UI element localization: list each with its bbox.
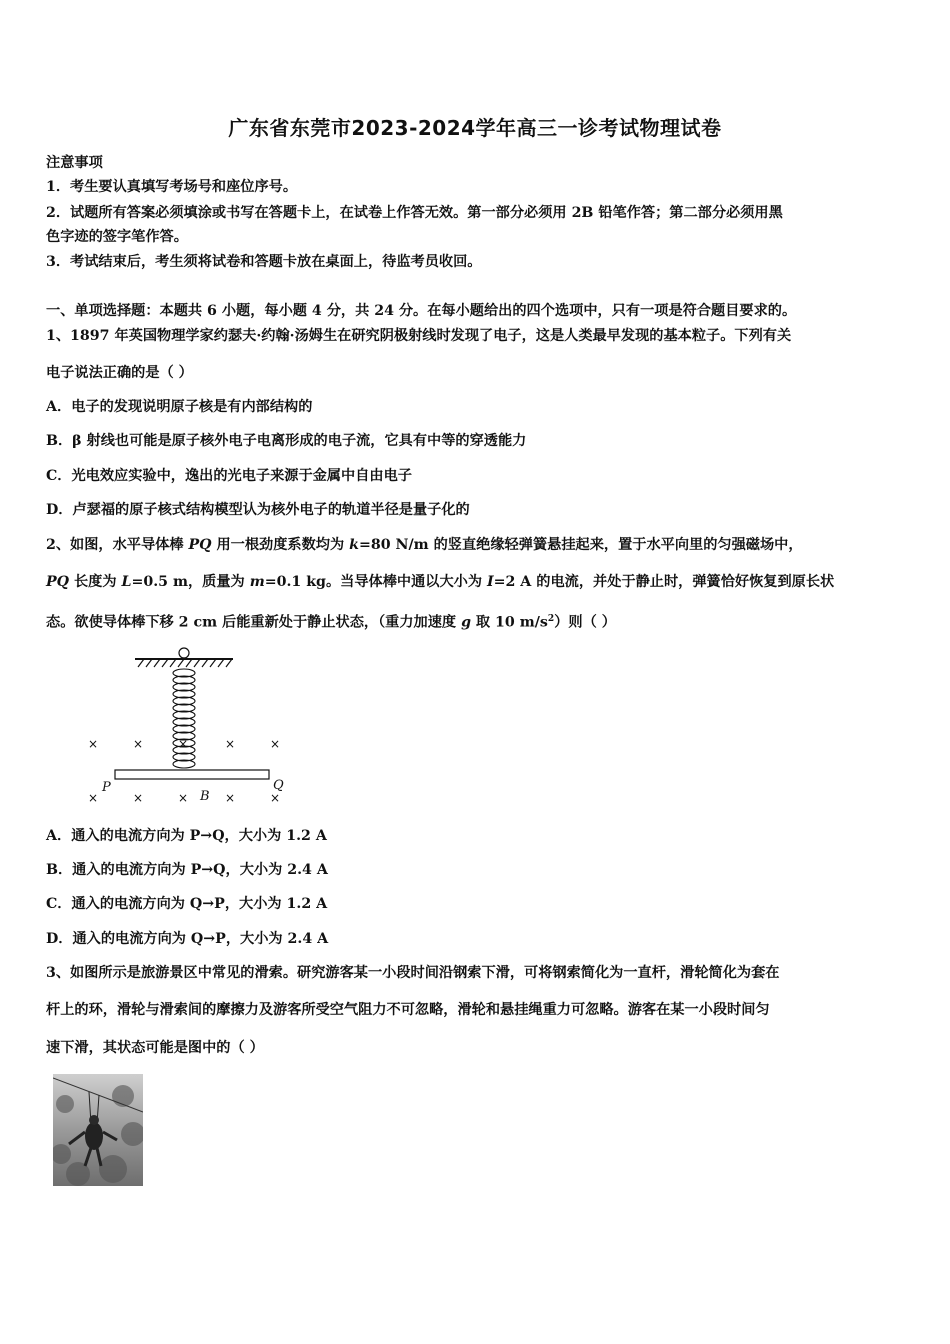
label-b: B — [200, 789, 210, 804]
page-title: 广东省东莞市2023-2024学年高三一诊考试物理试卷 — [228, 116, 722, 140]
q1-option-d: D．卢瑟福的原子核式结构模型认为核外电子的轨道半径是量子化的 — [46, 502, 470, 518]
q3-stem-line-1: 3、如图所示是旅游景区中常见的滑索。研究游客某一小段时间沿钢索下滑，可将钢索简化为一直杆，滑轮简化为套在 — [46, 965, 780, 981]
conductor-rod — [115, 770, 269, 779]
svg-text:×: × — [225, 791, 236, 805]
svg-text:×: × — [270, 791, 281, 805]
q1-stem-line-1: 1、1897 年英国物理学家约瑟夫·约翰·汤姆生在研究阴极射线时发现了电子，这是人类最早发现的基本粒子。下列有关 — [46, 328, 792, 344]
section-heading: 一、单项选择题：本题共 6 小题，每小题 4 分，共 24 分。在每小题给出的四个选项中，只有一项是符合题目要求的。 — [46, 303, 797, 319]
q1-option-b: B．β 射线也可能是原子核外电子电离形成的电子流，它具有中等的穿透能力 — [46, 433, 527, 449]
q2-stem-line-3: 态。欲使导体棒下移 2 cm 后能重新处于静止状态，（重力加速度 g 取 10 $m/s^2$）则（ ） — [46, 614, 616, 631]
label-q: Q — [273, 778, 284, 793]
spring-coil — [173, 669, 195, 768]
hook-icon — [179, 648, 189, 658]
notice-heading: 注意事项 — [46, 155, 103, 171]
notice-item-2-cont: 色字迹的签字笔作答。 — [46, 229, 188, 245]
ceiling-hatching — [138, 659, 232, 667]
svg-text:×: × — [133, 737, 144, 751]
label-p: P — [102, 780, 111, 795]
svg-text:×: × — [133, 791, 144, 805]
q2-option-a: A．通入的电流方向为 P→Q，大小为 1.2 A — [46, 828, 327, 844]
notice-item-2: 2．试题所有答案必须填涂或书写在答题卡上，在试卷上作答无效。第一部分必须用 2B 铅笔作答；第二部分必须用黑 — [46, 205, 783, 221]
notice-item-3: 3．考试结束后，考生须将试卷和答题卡放在桌面上，待监考员收回。 — [46, 254, 482, 270]
svg-text:×: × — [178, 737, 189, 751]
spring-magnetic-field-diagram — [80, 643, 300, 813]
q2-stem-line-1: 2、如图，水平导体棒 PQ 用一根劲度系数均为 k=80 N/m 的竖直绝缘轻弹簧悬挂起来，置于水平向里的匀强磁场中， — [46, 537, 803, 553]
svg-text:×: × — [88, 791, 99, 805]
svg-text:×: × — [178, 791, 189, 805]
notice-item-1: 1．考生要认真填写考场号和座位序号。 — [46, 179, 298, 195]
q1-option-c: C．光电效应实验中，逸出的光电子来源于金属中自由电子 — [46, 468, 412, 484]
q2-option-d: D．通入的电流方向为 Q→P，大小为 2.4 A — [46, 931, 329, 947]
q3-stem-line-2: 杆上的环，滑轮与滑索间的摩擦力及游客所受空气阻力不可忽略，滑轮和悬挂绳重力可忽略。游客在某一小段时间匀 — [46, 1002, 770, 1018]
q2-option-b: B．通入的电流方向为 P→Q，大小为 2.4 A — [46, 862, 328, 878]
q3-stem-line-3: 速下滑，其状态可能是图中的（ ） — [46, 1040, 264, 1056]
zipline-photo — [53, 1074, 143, 1186]
q1-option-a: A．电子的发现说明原子核是有内部结构的 — [46, 399, 313, 415]
q2-option-c: C．通入的电流方向为 Q→P，大小为 1.2 A — [46, 896, 328, 912]
svg-text:×: × — [88, 737, 99, 751]
q2-stem-line-2: PQ 长度为 L=0.5 m，质量为 m=0.1 kg。当导体棒中通以大小为 I=2 A 的电流，并处于静止时，弹簧恰好恢复到原长状 — [46, 574, 835, 590]
svg-text:×: × — [225, 737, 236, 751]
q1-stem-line-2: 电子说法正确的是（ ） — [46, 365, 193, 381]
svg-text:×: × — [270, 737, 281, 751]
